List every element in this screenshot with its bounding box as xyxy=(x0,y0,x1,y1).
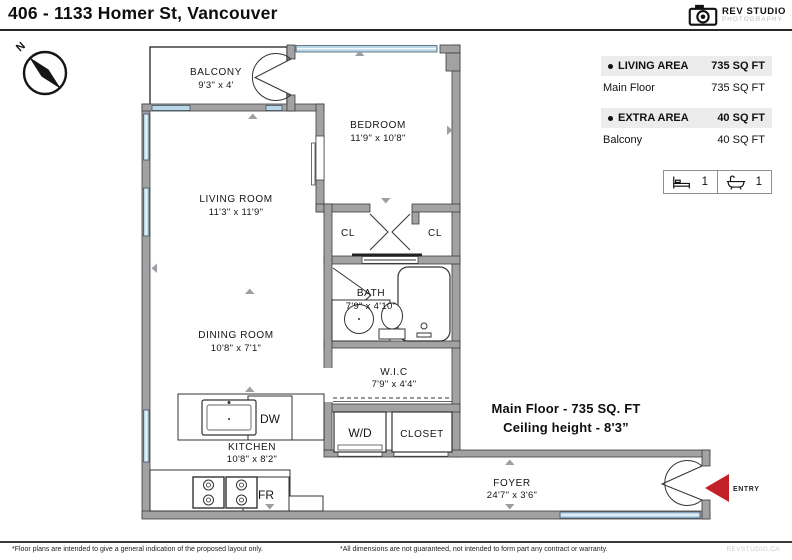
bedroom-count-cell xyxy=(663,170,718,194)
bathroom-count-cell xyxy=(717,170,772,194)
svg-text:KITCHEN: KITCHEN xyxy=(227,442,277,453)
extra-area-header xyxy=(601,108,772,128)
footer-divider xyxy=(0,541,792,543)
svg-text:BATH: BATH xyxy=(356,288,386,299)
svg-text:10'8" x 7'1": 10'8" x 7'1" xyxy=(210,343,262,354)
entry-arrow xyxy=(705,474,759,502)
area-summary-panel xyxy=(601,56,772,194)
kitchen-island xyxy=(178,394,324,440)
room-label-closet-right xyxy=(428,228,442,239)
extra-area-row xyxy=(601,128,772,152)
disclaimer-right: *All dimensions are not guaranteed, not intended to form part any contract or warranty. xyxy=(340,546,608,553)
row-label: Main Floor xyxy=(603,82,655,94)
room-label-dining-room xyxy=(198,330,274,354)
room-label-living-room xyxy=(199,194,272,218)
entry-label: ENTRY xyxy=(733,486,760,493)
svg-text:BEDROOM: BEDROOM xyxy=(350,120,406,131)
svg-text:11'3" x 11'9": 11'3" x 11'9" xyxy=(208,207,264,218)
bed-icon xyxy=(671,175,693,190)
room-label-wic xyxy=(372,367,417,390)
living-area-total: 735 SQ FT xyxy=(711,60,765,72)
wic-rod xyxy=(333,398,452,402)
svg-text:7'9" x 4'4": 7'9" x 4'4" xyxy=(371,379,417,390)
compass-icon xyxy=(14,40,66,94)
svg-text:9'3" x 4': 9'3" x 4' xyxy=(198,80,234,91)
row-value: 40 SQ FT xyxy=(717,134,765,146)
svg-text:Ceiling height - 8'3”: Ceiling height - 8'3” xyxy=(503,420,629,435)
row-label: Balcony xyxy=(603,134,643,146)
page-title: 406 - 1133 Homer St, Vancouver xyxy=(8,3,278,23)
svg-text:24'7" x 3'6": 24'7" x 3'6" xyxy=(486,490,538,501)
room-label-bedroom xyxy=(350,120,406,144)
svg-text:CL: CL xyxy=(428,228,442,239)
bath-icon xyxy=(725,174,747,190)
room-label-washer-dryer xyxy=(348,426,372,440)
svg-text:CLOSET: CLOSET xyxy=(400,429,444,440)
living-area-title: LIVING AREA xyxy=(618,60,689,72)
svg-text:DW: DW xyxy=(260,412,280,426)
room-label-kitchen xyxy=(227,442,277,465)
svg-text:CL: CL xyxy=(341,228,355,239)
extra-area-total: 40 SQ FT xyxy=(717,112,765,124)
living-area-row xyxy=(601,76,772,100)
extra-area-title: EXTRA AREA xyxy=(618,112,689,124)
svg-text:W/D: W/D xyxy=(348,426,372,440)
svg-text:W.I.C: W.I.C xyxy=(380,367,408,378)
room-label-fridge xyxy=(258,488,274,502)
compass-north-label: N xyxy=(13,39,28,55)
bullet-icon xyxy=(608,116,613,121)
svg-text:LIVING ROOM: LIVING ROOM xyxy=(199,194,273,205)
svg-text:11'9" x 10'8": 11'9" x 10'8" xyxy=(350,133,406,144)
svg-text:DINING ROOM: DINING ROOM xyxy=(198,330,274,341)
living-area-header xyxy=(601,56,772,76)
bed-count: 1 xyxy=(701,176,708,188)
svg-text:FOYER: FOYER xyxy=(493,478,531,489)
logo-name: REV STUDIO xyxy=(721,5,786,17)
room-label-closet-left xyxy=(341,228,355,239)
svg-text:FR: FR xyxy=(258,488,274,502)
floor-annotation xyxy=(491,401,640,435)
room-label-dishwasher xyxy=(260,412,281,426)
wall-openings xyxy=(324,368,333,402)
svg-text:7'9" x 4'10": 7'9" x 4'10" xyxy=(345,301,397,312)
bath-count: 1 xyxy=(755,176,762,188)
logo-subtitle: PHOTOGRAPHY xyxy=(721,15,783,23)
bathtub-fixture xyxy=(398,267,450,341)
footer-brand: REVSTUDIO.CA xyxy=(726,546,780,553)
svg-text:Main Floor - 735 SQ. FT: Main Floor - 735 SQ. FT xyxy=(491,401,641,416)
room-label-foyer xyxy=(487,478,537,501)
room-label-closet xyxy=(400,429,444,440)
svg-text:BALCONY: BALCONY xyxy=(190,67,242,78)
bullet-icon xyxy=(608,64,613,69)
bed-bath-counts xyxy=(601,170,772,194)
disclaimer-left: *Floor plans are intended to give a general indication of the proposed layout only. xyxy=(12,546,263,553)
row-value: 735 SQ FT xyxy=(711,82,765,94)
svg-text:10'8" x 8'2": 10'8" x 8'2" xyxy=(226,454,278,465)
